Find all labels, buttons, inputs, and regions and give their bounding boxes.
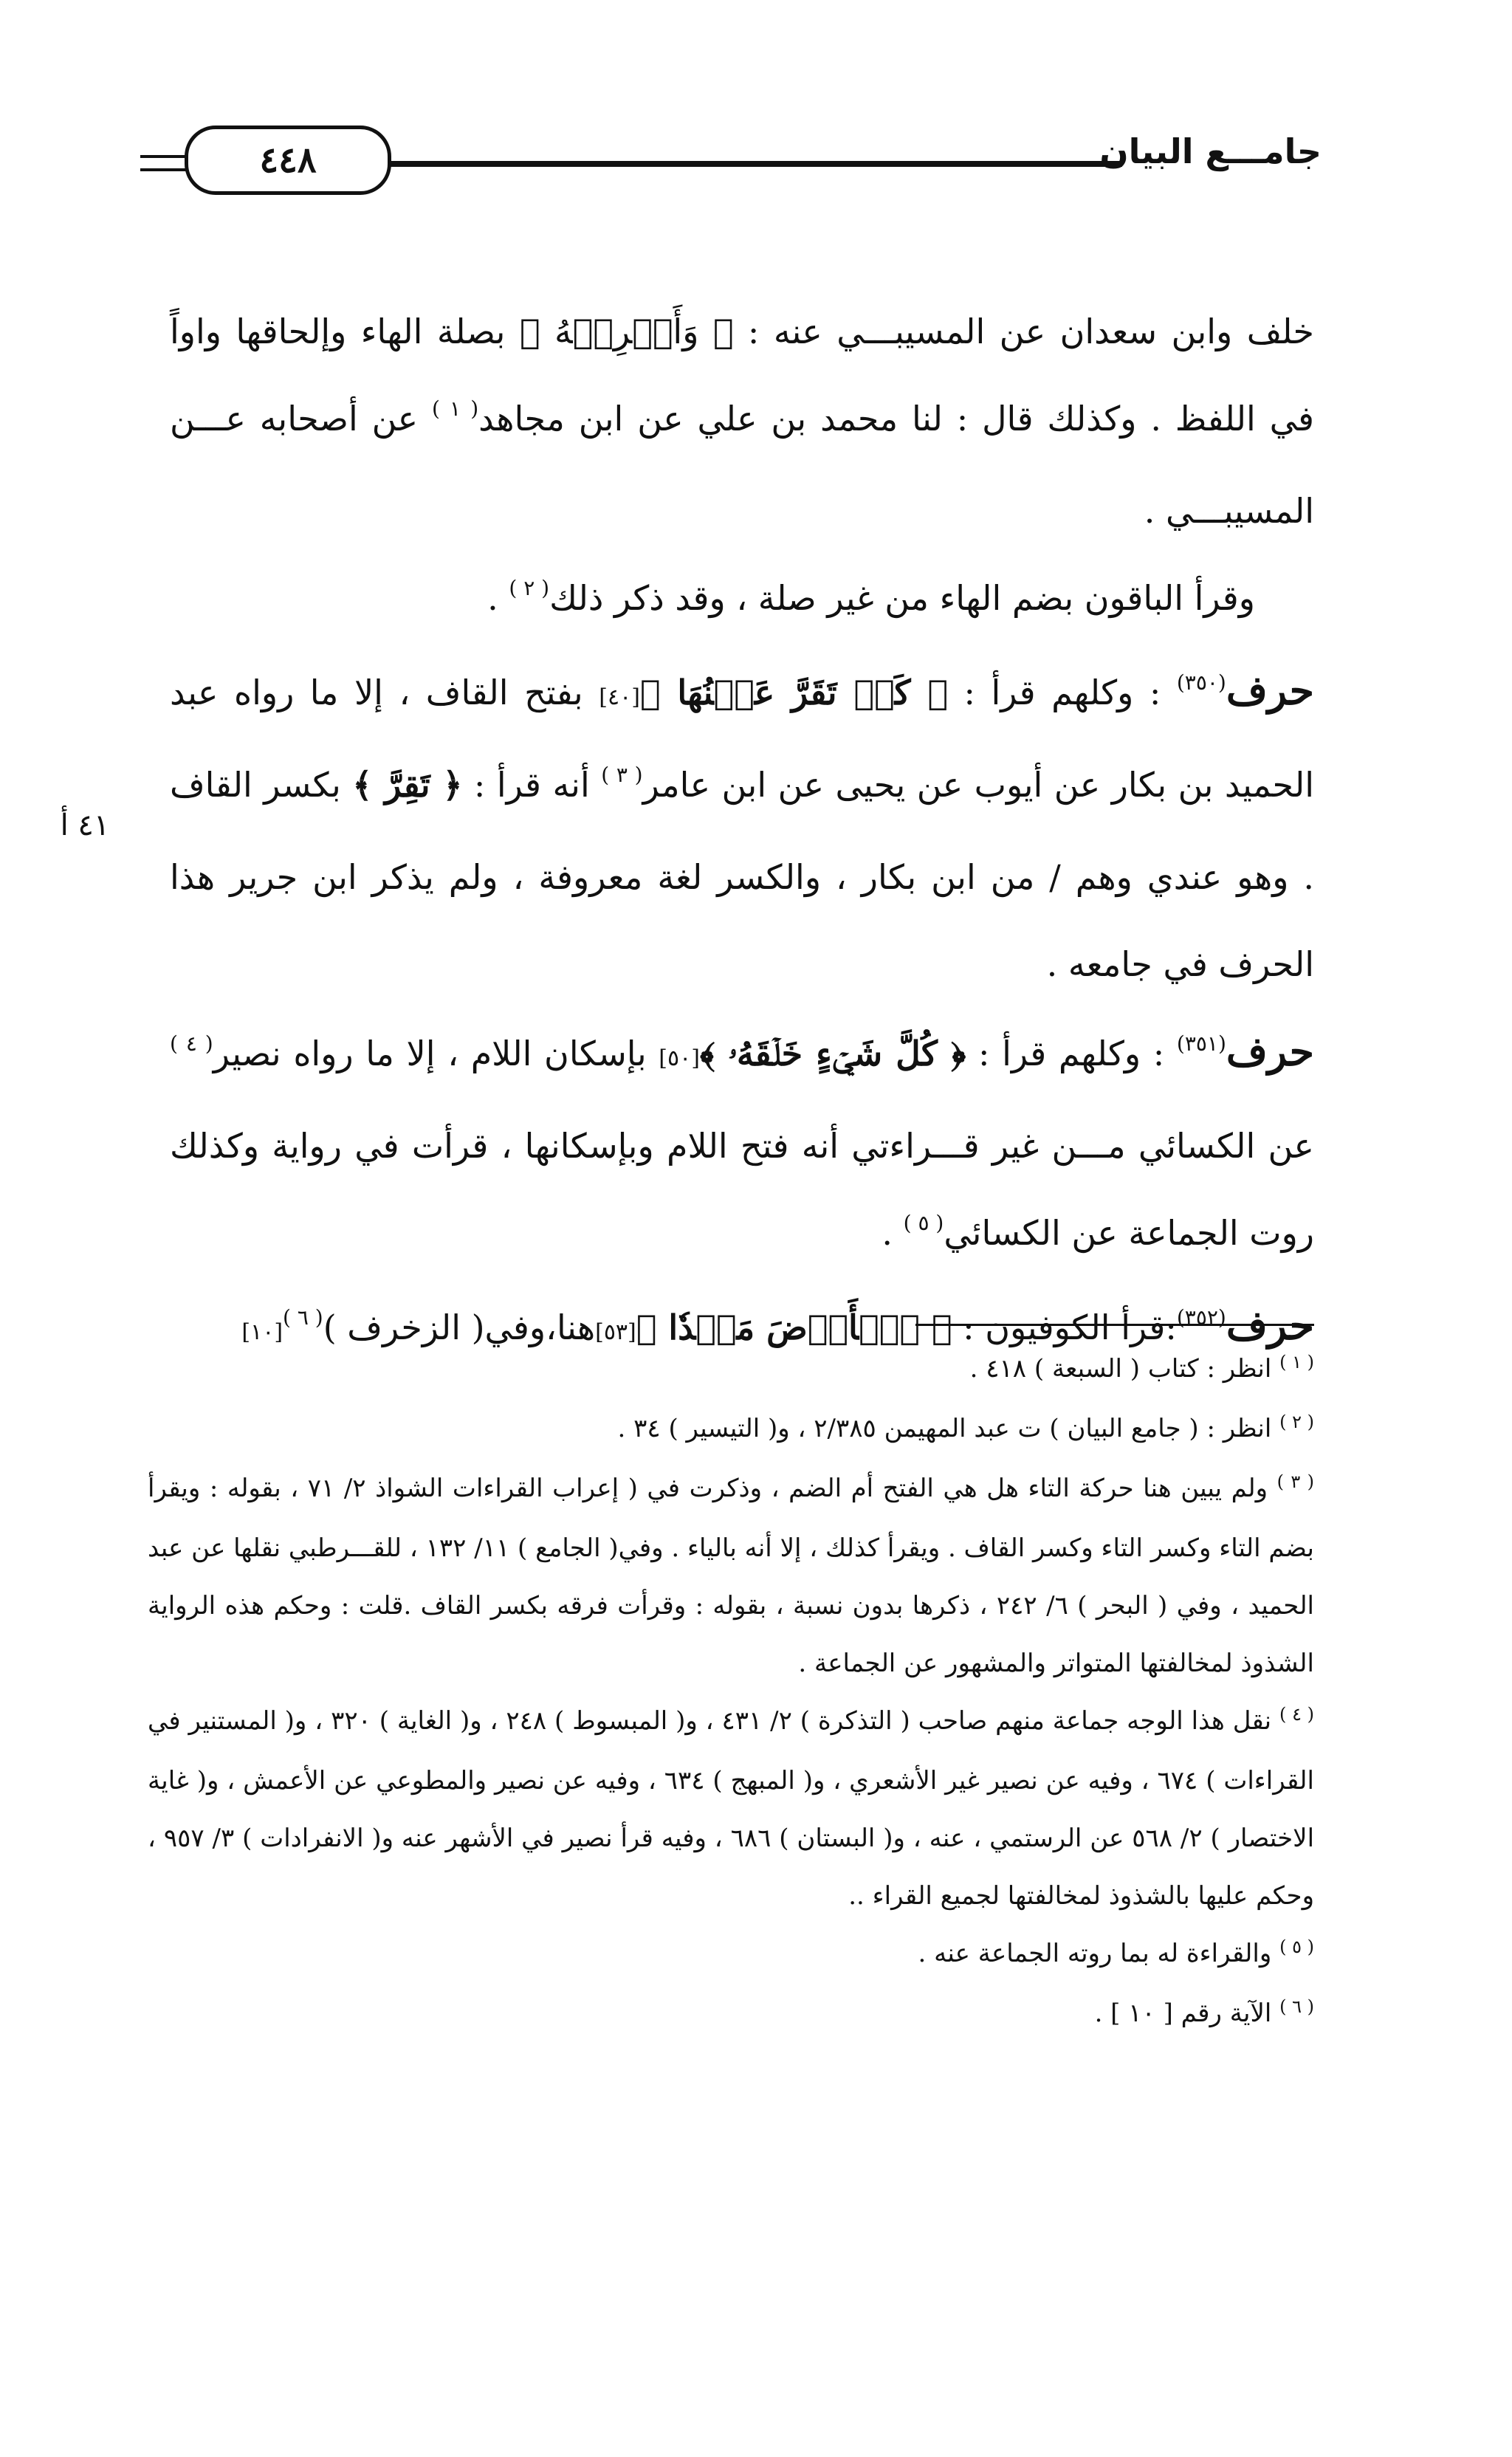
page-header (140, 126, 1322, 192)
text-run: : وكلهم قرأ : (948, 673, 1177, 712)
quran-verse: ﴿ كَيۡ تَقَرَّ عَيۡنُهَا ﴾ (639, 673, 949, 712)
main-text (170, 288, 1314, 1376)
text-line: اللفظ . وكذلك قال : لنا محمد بن علي عن ابن مجاهد (478, 399, 1256, 439)
footnote-text: والقراءة له بما روته الجماعة عنه . (918, 1939, 1272, 1968)
text-line: وقرأ الباقون بضم الهاء من غير صلة ، وقد ذكر ذلك (549, 578, 1255, 618)
text-run: عن الكسائي مـــن غير قـــراءتي أنه فتح اللام وبإسكانها ، قرأت في رواية وكذلك روت الجماعة عن الكسائي (170, 1126, 1314, 1253)
paragraph-harf-350 (170, 647, 1314, 1008)
header-rule (310, 161, 1122, 167)
ayah-number: [٥٠] (659, 1045, 700, 1071)
footnote-text: نقل هذا الوجه جماعة منهم صاحب ( التذكرة ) ٢/ ٤٣١ ، و( المبسوط ) ٢٤٨ ، و( الغاية ) ٣٢٠ ، و( المستنير في القراءات ) ٦٧٤ ، وفيه عن نصير غير الأشعري ، و( المبهج ) ٦٣٤ ، وفيه عن نصير والمطوعي عن الأعمش ، و( غاية الاختصار ) ٢/ ٥٦٨ عن الرستمي ، عنه ، و( البستان ) ٦٨٦ ، وفيه قرأ نصير في الأشهر عنه و( الانفرادات ) ٣/ ٩٥٧ ، وحكم عليها بالشذوذ لمخالفتها لجميع القراء .. (148, 1706, 1315, 1911)
footnote-number: ( ٥ ) (1279, 1937, 1314, 1957)
text-run: هنا،وفي( الزخرف ) (323, 1307, 596, 1347)
harf-number: (٣٥٢) (1176, 1305, 1226, 1330)
text-run: : وكلهم قرأ : (966, 1034, 1177, 1073)
footnote-text: الآية رقم [ ١٠ ] . (1094, 1999, 1272, 2028)
footnote (148, 1692, 1314, 1925)
footnote (148, 1925, 1314, 1984)
footnote-number: ( ٦ ) (1279, 1996, 1314, 2017)
text-line: المسيبـــي . (1144, 491, 1314, 531)
footnote-number: ( ١ ) (1279, 1352, 1314, 1372)
footnote-ref: ( ٥ ) (903, 1211, 944, 1235)
footnote (148, 1460, 1314, 1692)
text-run: بإسكان اللام ، إلا ما رواه نصير (213, 1034, 659, 1073)
text-run: بكسر القاف . وهو عندي وهم / من ابن بكار ، والكسر لغة معروفة ، ولم يذكر ابن جرير هذا الحرف في جامعه . (170, 765, 1314, 984)
paragraph-harf-351 (170, 1008, 1314, 1282)
footnote-number: ( ٤ ) (1279, 1704, 1315, 1725)
text-run: :قرأ الكوفيون : (952, 1307, 1177, 1347)
harf-number: (٣٥٠) (1176, 670, 1226, 695)
book-title: جامـــع البيان (1099, 131, 1322, 171)
harf-label: حرف (1226, 1028, 1315, 1075)
footnote (148, 1340, 1314, 1400)
text-run: أنه قرأ : (462, 765, 602, 805)
text-line: . (487, 578, 509, 618)
footnote-ref: ( ٣ ) (601, 763, 643, 787)
page-number: ٤٤٨ (185, 126, 391, 195)
text-line: خلف وابن سعدان عن المسيبـــي عنه : ﴿ وَأَشۡرِكۡهُ ﴾ بصلة الهاء وإلحاقها واواً في (170, 312, 1314, 439)
harf-number: (٣٥١) (1176, 1031, 1226, 1056)
footnote-text: ولم يبين هنا حركة التاء هل هي الفتح أم الضم ، وذكرت في ( إعراب القراءات الشواذ ٢/ ٧١ ، بقوله : ويقرأ بضم التاء وكسر التاء وكسر القاف . ويقرأ كذلك ، إلا أنه بالياء . وفي( الجامع ) ١١/ ١٣٢ ، للقـــرطبي نقلها عن عبد الحميد ، وفي ( البحر ) ٦/ ٢٤٢ ، ذكرها بدون نسبة ، بقوله : وقرأت فرقه بكسر القاف .قلت : وحكم هذه الرواية الشذوذ لمخالفتها المتواتر والمشهور عن الجماعة . (147, 1474, 1314, 1678)
paragraph-remaining (170, 554, 1314, 647)
harf-label: حرف (1226, 1302, 1314, 1349)
footnote (148, 1400, 1314, 1460)
footnote (148, 1984, 1314, 2044)
text-line: عن أصحابه عـــن (170, 399, 432, 439)
ayah-number: [٥٣] (595, 1319, 636, 1345)
footnote-ref: ( ٢ ) (509, 576, 550, 600)
footnote-ref: ( ١ ) (431, 396, 479, 421)
ayah-number: [١٠] (241, 1319, 284, 1345)
footnote-ref: ( ٦ ) (283, 1305, 323, 1330)
harf-label: حرف (1226, 667, 1314, 714)
quran-verse: ﴿ كُلَّ شَيۡءٍ خَلۡقَهُۥ ﴾ (699, 1034, 966, 1073)
footnote-number: ( ٢ ) (1279, 1412, 1314, 1432)
quran-verse: ﴿ تَقِرَّ ﴾ (352, 765, 463, 805)
paragraph-intro (170, 288, 1314, 554)
ayah-number: [٤٠] (599, 684, 640, 710)
footnotes (148, 1340, 1314, 2044)
footnote-separator (915, 1324, 1314, 1326)
margin-folio-note: ٤١ أ (60, 808, 110, 842)
quran-verse: ﴿ ٱلۡأَرۡضَ مَهۡدٗا ﴾ (636, 1307, 952, 1347)
footnote-ref: ( ٤ ) (170, 1031, 213, 1056)
text-run: بفتح القاف ، إلا ما رواه عبد الحميد بن بكار عن أيوب عن يحيى عن ابن عامر (170, 673, 1314, 805)
footnote-text: انظر : كتاب ( السبعة ) ٤١٨ . (969, 1354, 1272, 1384)
footnote-text: انظر : ( جامع البيان ) ت عبد المهيمن ٢/٣٨٥ ، و( التيسير ) ٣٤ . (617, 1414, 1272, 1443)
footnote-number: ( ٣ ) (1276, 1471, 1315, 1492)
text-run: . (882, 1213, 904, 1253)
